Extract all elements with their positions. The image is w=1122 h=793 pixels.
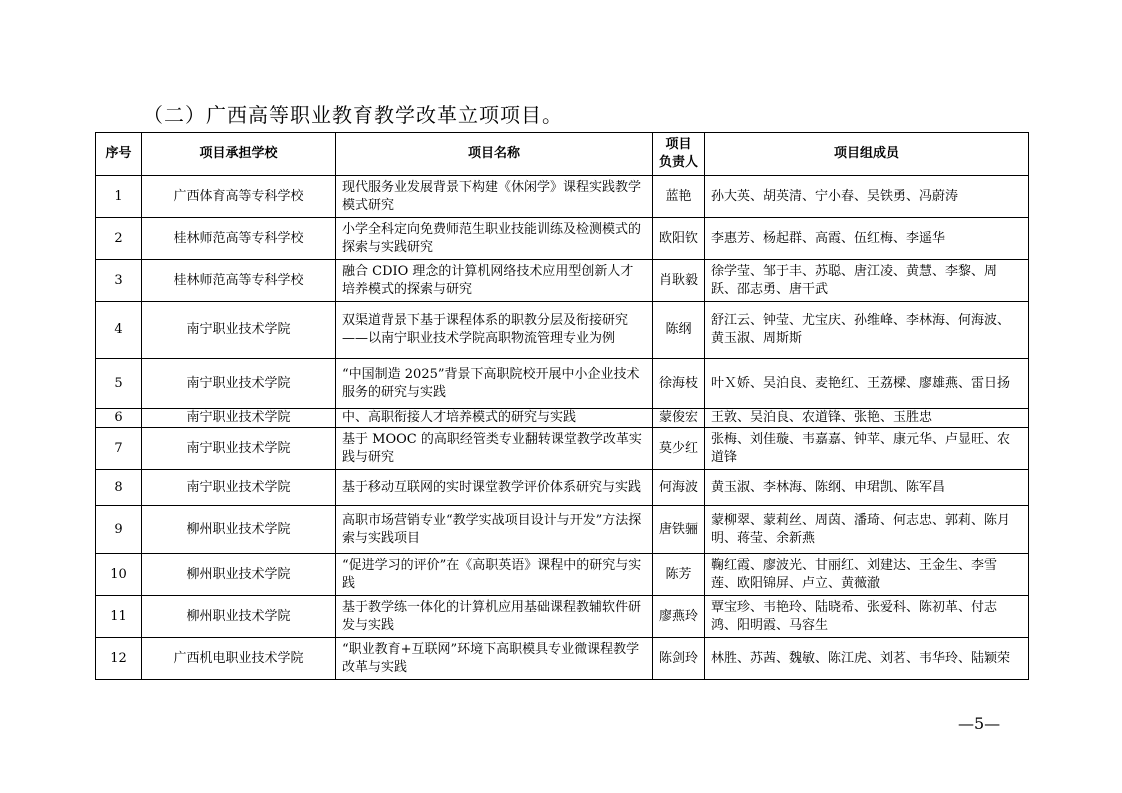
row-members-cell: 王敦、吴泊良、农道锋、张艳、玉胜忠 xyxy=(705,409,1029,428)
row-project-name-cell: 融合 CDIO 理念的计算机网络技术应用型创新人才培养模式的探索与研究 xyxy=(336,260,653,302)
row-school-cell: 南宁职业技术学院 xyxy=(142,359,336,409)
row-leader-cell: 陈剑玲 xyxy=(653,638,705,680)
row-leader-cell: 蓝艳 xyxy=(653,176,705,218)
row-members-cell: 张梅、刘佳璇、韦嘉嘉、钟苹、康元华、卢显旺、农道锋 xyxy=(705,428,1029,470)
row-school-cell: 广西体育高等专科学校 xyxy=(142,176,336,218)
row-leader-cell: 莫少红 xyxy=(653,428,705,470)
row-project-name-cell: “职业教育+互联网”环境下高职模具专业微课程教学改革与实践 xyxy=(336,638,653,680)
row-index-cell: 7 xyxy=(96,428,142,470)
table-row xyxy=(96,409,1029,428)
table-row xyxy=(96,506,1029,554)
header-school: 项目承担学校 xyxy=(142,133,336,176)
table-row xyxy=(96,176,1029,218)
header-leader-line2: 负责人 xyxy=(659,155,699,170)
project-table xyxy=(95,132,1029,680)
row-school-cell: 南宁职业技术学院 xyxy=(142,409,336,428)
row-school-cell: 南宁职业技术学院 xyxy=(142,302,336,359)
row-leader-cell: 唐铁骊 xyxy=(653,506,705,554)
row-members-cell: 舒江云、钟莹、尤宝庆、孙维峰、李林海、何海波、黄玉淑、周斯斯 xyxy=(705,302,1029,359)
row-project-name-cell: 高职市场营销专业“教学实战项目设计与开发”方法探索与实践项目 xyxy=(336,506,653,554)
header-members: 项目组成员 xyxy=(705,133,1029,176)
row-project-name-cell: “中国制造 2025”背景下高职院校开展中小企业技术服务的研究与实践 xyxy=(336,359,653,409)
row-index-cell: 2 xyxy=(96,218,142,260)
row-index-cell: 11 xyxy=(96,596,142,638)
row-members-cell: 覃宝珍、韦艳玲、陆晓希、张爱科、陈初革、付志鸿、阳明霞、马容生 xyxy=(705,596,1029,638)
row-index-cell: 12 xyxy=(96,638,142,680)
row-members-cell: 李惠芳、杨起群、高霞、伍红梅、李遥华 xyxy=(705,218,1029,260)
row-school-cell: 南宁职业技术学院 xyxy=(142,428,336,470)
row-school-cell: 柳州职业技术学院 xyxy=(142,554,336,596)
header-leader-line1: 项目 xyxy=(665,137,692,152)
row-project-name-cell: 小学全科定向免费师范生职业技能训练及检测模式的探索与实践研究 xyxy=(336,218,653,260)
row-index-cell: 5 xyxy=(96,359,142,409)
row-school-cell: 柳州职业技术学院 xyxy=(142,596,336,638)
row-project-name-cell: 基于教学练一体化的计算机应用基础课程教辅软件研发与实践 xyxy=(336,596,653,638)
row-members-cell: 徐学莹、邹于丰、苏聪、唐江凌、黄慧、李黎、周跃、邵志勇、唐干武 xyxy=(705,260,1029,302)
table-row xyxy=(96,428,1029,470)
row-project-name-cell: 基于移动互联网的实时课堂教学评价体系研究与实践 xyxy=(336,470,653,506)
row-index-cell: 10 xyxy=(96,554,142,596)
row-project-name-cell: 基于 MOOC 的高职经管类专业翻转课堂教学改革实践与研究 xyxy=(336,428,653,470)
row-leader-cell: 蒙俊宏 xyxy=(653,409,705,428)
table-row xyxy=(96,218,1029,260)
table-body xyxy=(96,176,1029,680)
row-leader-cell: 欧阳钦 xyxy=(653,218,705,260)
table-row xyxy=(96,596,1029,638)
row-members-cell: 鞠红霞、廖波光、甘丽红、刘建达、王金生、李雪莲、欧阳锦屏、卢立、黄薇澈 xyxy=(705,554,1029,596)
header-project-name: 项目名称 xyxy=(336,133,653,176)
row-members-cell: 叶Ｘ娇、吴泊良、麦艳红、王荔樑、廖雄燕、雷日扬 xyxy=(705,359,1029,409)
table-row xyxy=(96,359,1029,409)
row-members-cell: 蒙柳翠、蒙莉丝、周茵、潘琦、何志忠、郭莉、陈月明、蒋莹、余新燕 xyxy=(705,506,1029,554)
row-project-name-cell: 现代服务业发展背景下构建《休闲学》课程实践教学模式研究 xyxy=(336,176,653,218)
row-members-cell: 黄玉淑、李林海、陈纲、申珺凯、陈军昌 xyxy=(705,470,1029,506)
row-index-cell: 4 xyxy=(96,302,142,359)
row-leader-cell: 徐海枝 xyxy=(653,359,705,409)
row-school-cell: 桂林师范高等专科学校 xyxy=(142,218,336,260)
row-leader-cell: 肖耿毅 xyxy=(653,260,705,302)
row-members-cell: 孙大英、胡英清、宁小春、吴铁勇、冯蔚涛 xyxy=(705,176,1029,218)
row-index-cell: 3 xyxy=(96,260,142,302)
header-row xyxy=(96,133,1029,176)
table-row xyxy=(96,470,1029,506)
table-row xyxy=(96,638,1029,680)
row-school-cell: 南宁职业技术学院 xyxy=(142,470,336,506)
header-index: 序号 xyxy=(96,133,142,176)
row-project-name-cell: 双渠道背景下基于课程体系的职教分层及衔接研究——以南宁职业技术学院高职物流管理专业为例 xyxy=(336,302,653,359)
row-index-cell: 9 xyxy=(96,506,142,554)
row-leader-cell: 廖燕玲 xyxy=(653,596,705,638)
row-index-cell: 1 xyxy=(96,176,142,218)
section-title: （二）广西高等职业教育教学改革立项项目。 xyxy=(143,103,563,127)
row-index-cell: 8 xyxy=(96,470,142,506)
row-school-cell: 广西机电职业技术学院 xyxy=(142,638,336,680)
row-school-cell: 柳州职业技术学院 xyxy=(142,506,336,554)
table-row xyxy=(96,302,1029,359)
table-header xyxy=(96,133,1029,176)
table-row xyxy=(96,260,1029,302)
page-number: —5— xyxy=(958,714,1001,733)
row-members-cell: 林胜、苏茜、魏敏、陈江虎、刘茗、韦华玲、陆颖荣 xyxy=(705,638,1029,680)
header-leader xyxy=(653,133,705,176)
row-index-cell: 6 xyxy=(96,409,142,428)
row-leader-cell: 何海波 xyxy=(653,470,705,506)
row-school-cell: 桂林师范高等专科学校 xyxy=(142,260,336,302)
row-leader-cell: 陈纲 xyxy=(653,302,705,359)
table-row xyxy=(96,554,1029,596)
row-project-name-cell: 中、高职衔接人才培养模式的研究与实践 xyxy=(336,409,653,428)
row-project-name-cell: “促进学习的评价”在《高职英语》课程中的研究与实践 xyxy=(336,554,653,596)
row-leader-cell: 陈芳 xyxy=(653,554,705,596)
